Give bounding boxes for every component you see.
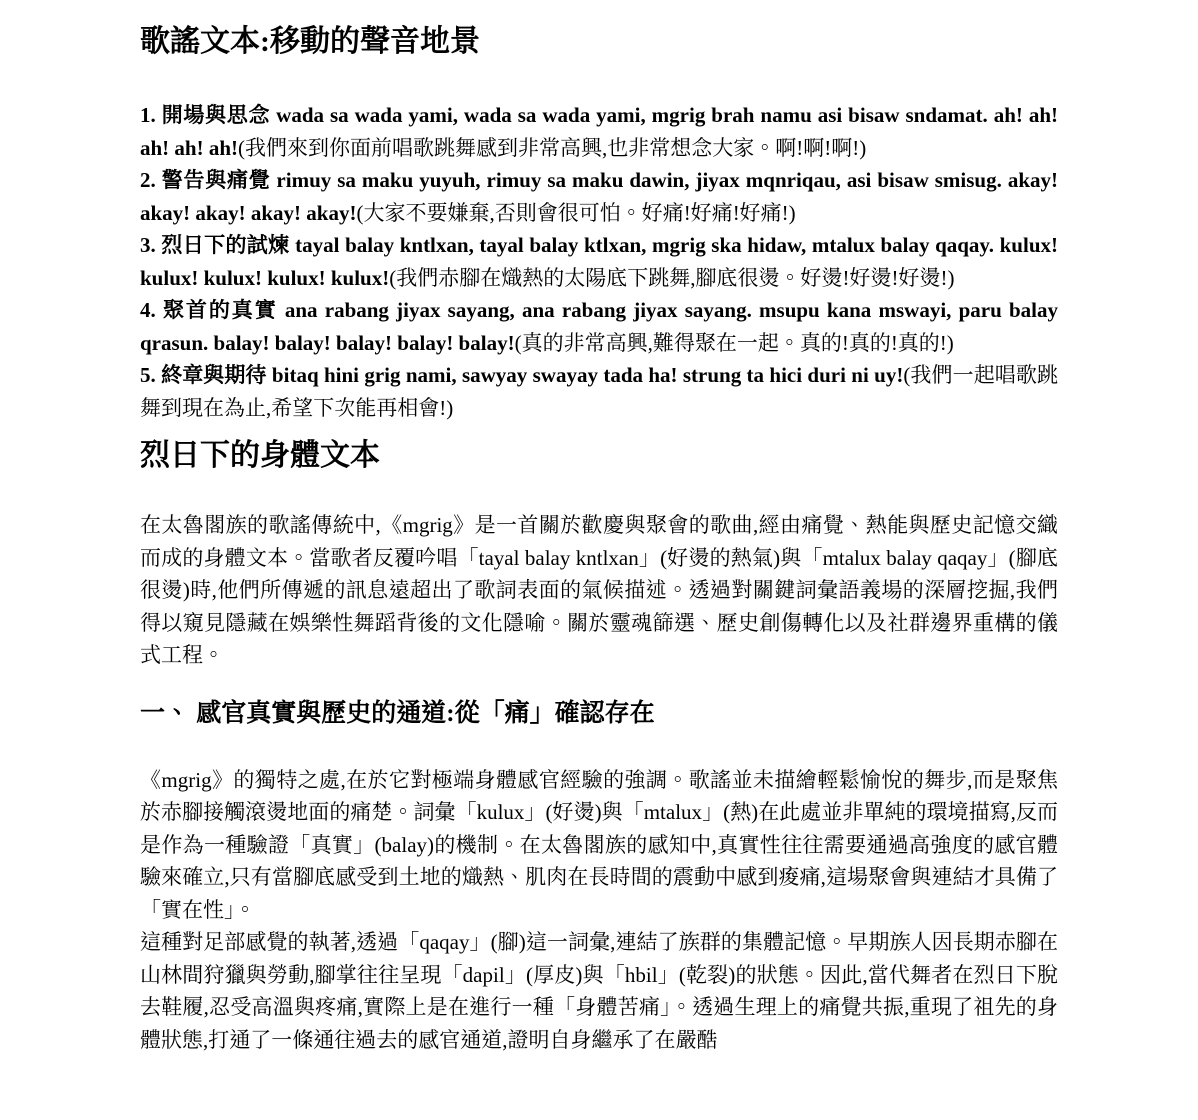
song-item-4 <box>140 294 1058 359</box>
song-item-2-lyrics: 2. 警告與痛覺 rimuy sa maku yuyuh, rimuy sa maku dawin, jiyax mqnriqau, asi bisaw smisug. akay! akay! akay! akay! akay! <box>140 168 1058 225</box>
song-item-3 <box>140 229 1058 294</box>
song-item-3-translation: (我們赤腳在熾熱的太陽底下跳舞,腳底很燙。好燙!好燙!好燙!) <box>389 265 955 290</box>
song-item-1-translation: (我們來到你面前唱歌跳舞感到非常高興,也非常想念大家。啊!啊!啊!) <box>238 135 867 160</box>
body-section-paragraph: 在太魯閣族的歌謠傳統中,《mgrig》是一首關於歡慶與聚會的歌曲,經由痛覺、熱能與歷史記憶交織而成的身體文本。當歌者反覆吟唱「tayal balay kntlxan」(好燙的熱氣)與「mtalux balay qaqay」(腳底很燙)時,他們所傳遞的訊息遠超出了歌詞表面的氣候描述。透過對關鍵詞彙語義場的深層挖掘,我們得以窺見隱藏在娛樂性舞蹈背後的文化隱喻。關於靈魂篩選、歷史創傷轉化以及社群邊界重構的儀式工程。 <box>140 513 1058 667</box>
body-section-heading: 烈日下的身體文本 <box>140 439 380 472</box>
song-item-1 <box>140 99 1058 164</box>
song-item-5-translation: (我們一起唱歌跳舞到現在為止,希望下次能再相會!) <box>140 363 1058 420</box>
section-one-paragraph-1: 《mgrig》的獨特之處,在於它對極端身體感官經驗的強調。歌謠並未描繪輕鬆愉悅的舞步,而是聚焦於赤腳接觸滾燙地面的痛楚。詞彙「kulux」(好燙)與「mtalux」(熱)在此處並非單純的環境描寫,反而是作為一種驗證「真實」(balay)的機制。在太魯閣族的感知中,真實性往往需要通過高強度的感官體驗來確立,只有當腳底感受到土地的熾熱、肌肉在長時間的震動中感到痠痛,這場聚會與連結才具備了「實在性」。 <box>140 767 1058 922</box>
song-item-2-translation: (大家不要嫌棄,否則會很可怕。好痛!好痛!好痛!) <box>356 200 796 225</box>
song-item-3-lyrics: 3. 烈日下的試煉 tayal balay kntlxan, tayal balay ktlxan, mgrig ska hidaw, mtalux balay qaqay. kulux! kulux! kulux! kulux! kulux! <box>140 233 1058 290</box>
song-lyrics-list <box>140 99 1058 424</box>
song-item-4-lyrics: 4. 聚首的真實 ana rabang jiyax sayang, ana rabang jiyax sayang. msupu kana mswayi, paru balay qrasun. balay! balay! balay! balay! balay! <box>140 298 1058 355</box>
section-one-paragraph-2: 這種對足部感覺的執著,透過「qaqay」(腳)這一詞彙,連結了族群的集體記憶。早期族人因長期赤腳在山林間狩獵與勞動,腳掌往往呈現「dapil」(厚皮)與「hbil」(乾裂)的狀態。因此,當代舞者在烈日下脫去鞋履,忍受高溫與疼痛,實際上是在進行一種「身體苦痛」。透過生理上的痛覺共振,重現了祖先的身體狀態,打通了一條通往過去的感官通道,證明自身繼承了在嚴酷 <box>140 930 1058 1052</box>
page-title: 歌謠文本:移動的聲音地景 <box>140 25 480 58</box>
section-one-heading: 一、 感官真實與歷史的通道:從「痛」確認存在 <box>140 699 655 727</box>
song-item-2 <box>140 164 1058 229</box>
song-item-5-lyrics: 5. 終章與期待 bitaq hini grig nami, sawyay swayay tada ha! strung ta hici duri ni uy! <box>140 363 904 387</box>
song-item-5 <box>140 359 1058 424</box>
song-item-1-lyrics: 1. 開場與思念 wada sa wada yami, wada sa wada yami, mgrig brah namu asi bisaw sndamat. ah! ah! ah! ah! ah! <box>140 103 1058 160</box>
song-item-4-translation: (真的非常高興,難得聚在一起。真的!真的!真的!) <box>514 330 954 355</box>
